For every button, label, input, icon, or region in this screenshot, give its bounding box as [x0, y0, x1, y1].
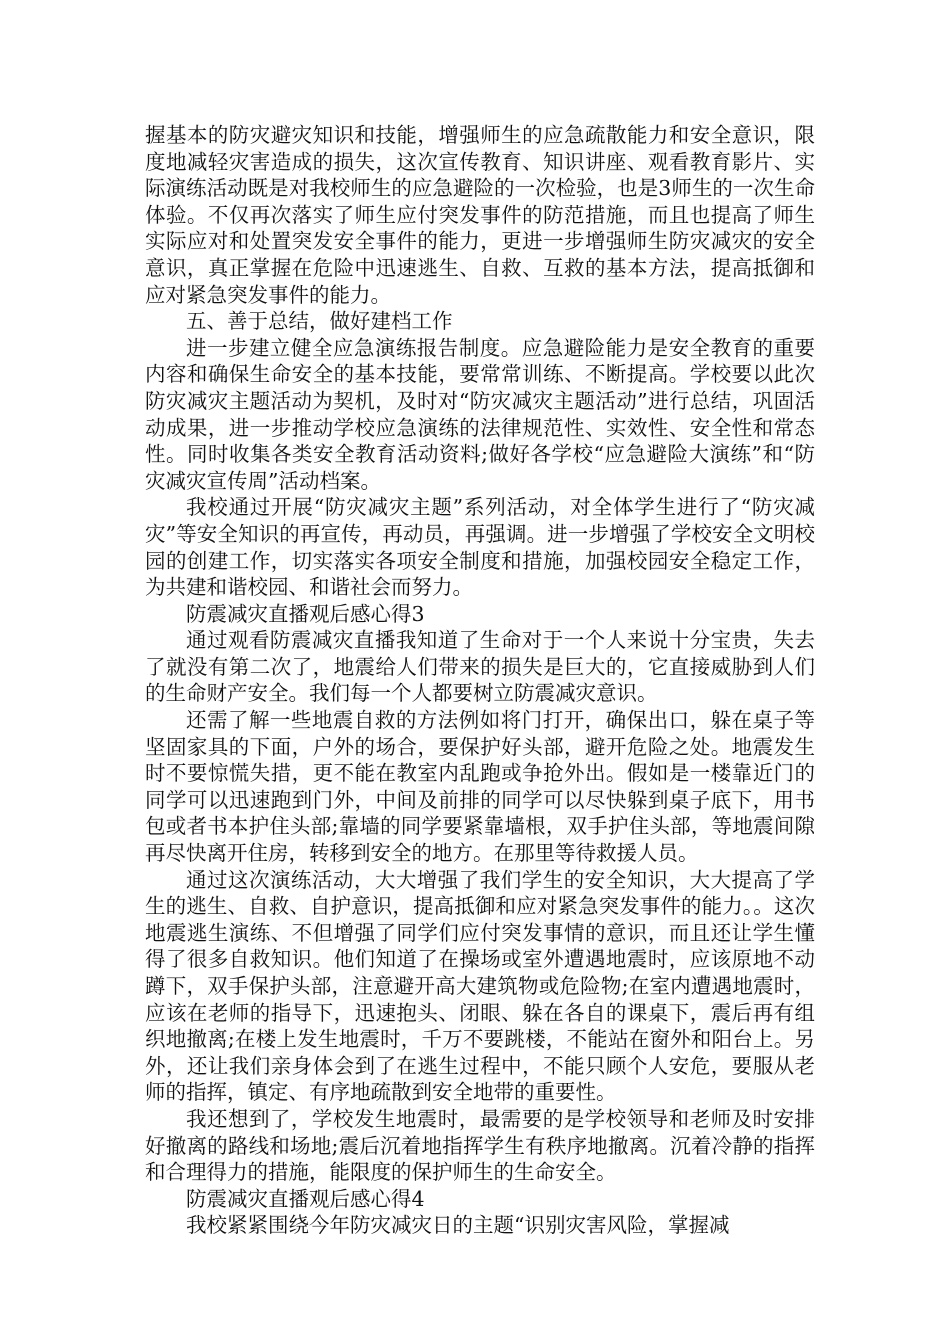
section-heading-reflection-3: 防震减灾直播观后感心得3 — [186, 601, 425, 626]
section-heading-summary: 五、善于总结，做好建档工作 — [186, 309, 453, 334]
paragraph-continuation: 握基本的防灾避灾知识和技能，增强师生的应急疏散能力和安全意识，限度地减轻灾害造成的损失，这次宣传教育、知识讲座、观看教育影片、实际演练活动既是对我校师生的应急避险的一次检验，也是3师生的一次生命体验。不仅再次落实了师生应付突发事件的防范措施，而且也提高了师生实际应对和处置突发安全事件的能力，更进一步增强师生防灾减灾的安全意识，真正掌握在危险中迅速逃生、自救、互救的基本方法，提高抵御和应对紧急突发事件的能力。 — [145, 123, 815, 307]
paragraph-drill-report: 进一步建立健全应急演练报告制度。应急避险能力是安全教育的重要内容和确保生命安全的基本技能，要常常训练、不断提高。学校要以此次防灾减灾主题活动为契机，及时对“防灾减灾主题活动”进行总结，巩固活动成果，进一步推动学校应急演练的法律规范性、实效性、安全性和常态性。同时收集各类安全教育活动资料;做好各学校“应急避险大演练”和“防灾减灾宣传周”活动档案。 — [145, 335, 815, 493]
paragraph-drill-benefits: 通过这次演练活动，大大增强了我们学生的安全知识，大大提高了学生的逃生、自救、自护意识，提高抵御和应对紧急突发事件的能力。。这次地震逃生演练、不但增强了同学们应付突发事情的意识，而且还让学生懂得了很多自救知识。他们知道了在操场或室外遭遇地震时，应该原地不动蹲下，双手保护头部，注意避开高大建筑物或危险物;在室内遭遇地震时，应该在老师的指导下，迅速抱头、闭眼、躲在各自的课桌下，震后再有组织地撤离;在楼上发生地震时，千万不要跳楼，不能站在窗外和阳台上。另外，还让我们亲身体会到了在逃生过程中，不能只顾个人安危，要服从老师的指挥，镇定、有序地疏散到安全地带的重要性。 — [145, 867, 815, 1105]
paragraph-life-value: 通过观看防震减灾直播我知道了生命对于一个人来说十分宝贵，失去了就没有第二次了，地震给人们带来的损失是巨大的，它直接威胁到人们的生命财产安全。我们每一个人都要树立防震减灾意识。 — [145, 628, 815, 706]
paragraph-leadership: 我还想到了，学校发生地震时，最需要的是学校领导和老师及时安排好撤离的路线和场地;震后沉着地指挥学生有秩序地撤离。沉着冷静的指挥和合理得力的措施，能限度的保护师生的生命安全。 — [145, 1106, 815, 1185]
section-heading-reflection-4: 防震减灾直播观后感心得4 — [186, 1186, 425, 1211]
paragraph-campaign-result: 我校通过开展“防灾减灾主题”系列活动，对全体学生进行了“防灾减灾”等安全知识的再宣传，再动员，再强调。进一步增强了学校安全文明校园的创建工作，切实落实各项安全制度和措施，加强校园安全稳定工作，为共建和谐校园、和谐社会而努力。 — [145, 495, 815, 600]
paragraph-theme: 我校紧紧围绕今年防灾减灾日的主题“识别灾害风险，掌握减 — [186, 1213, 730, 1238]
document-page — [145, 122, 815, 1239]
paragraph-self-rescue: 还需了解一些地震自救的方法例如将门打开，确保出口，躲在桌子等坚固家具的下面，户外的场合，要保护好头部，避开危险之处。地震发生时不要惊慌失措，更不能在教室内乱跑或争抢外出。假如是一楼靠近门的同学可以迅速跑到门外，中间及前排的同学可以尽快躲到桌子底下，用书包或者书本护住头部;靠墙的同学要紧靠墙根，双手护住头部，等地震间隙再尽快离开住房，转移到安全的地方。在那里等待救援人员。 — [145, 708, 815, 866]
